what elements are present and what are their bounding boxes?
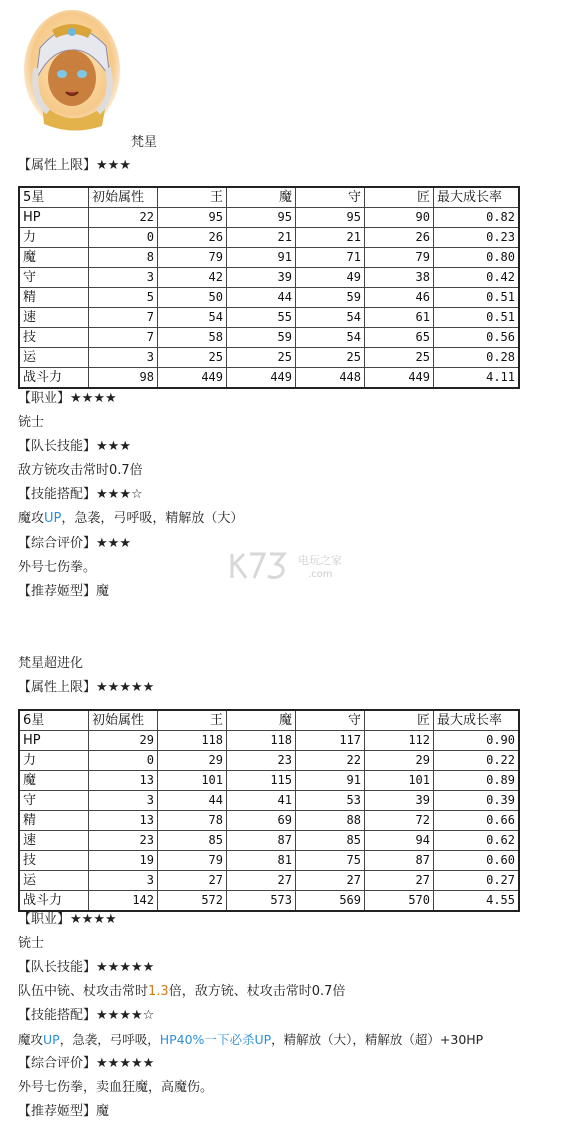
- stat-value-cell: 26: [365, 228, 434, 248]
- stat-value-cell: 27: [365, 871, 434, 891]
- stat-value-cell: 0.22: [434, 751, 520, 771]
- skill2-text-b: UP: [43, 1032, 60, 1047]
- stat-value-cell: 54: [158, 308, 227, 328]
- overall-value: 外号七伤拳。: [18, 560, 97, 575]
- stat-value-cell: 118: [158, 731, 227, 751]
- attr-limit-stars-2: ★★★★★: [96, 680, 155, 695]
- skill-combo-row: [18, 486, 143, 504]
- stat-value-cell: 27: [227, 871, 296, 891]
- job-stars-2: ★★★★: [70, 912, 117, 927]
- stat-value-cell: 449: [365, 368, 434, 389]
- stat-value-cell: 49: [296, 268, 365, 288]
- table-row: [19, 751, 519, 771]
- table-row: [19, 891, 519, 912]
- stat-value-cell: 572: [158, 891, 227, 912]
- stat-value-cell: 4.11: [434, 368, 520, 389]
- stat-value-cell: 3: [89, 268, 158, 288]
- stat-value-cell: 19: [89, 851, 158, 871]
- job-label-2: 【职业】: [18, 912, 71, 927]
- stat-value-cell: 79: [365, 248, 434, 268]
- stat-value-cell: 85: [296, 831, 365, 851]
- skill-text-c: ，急袭，弓呼吸，精解放（大）: [61, 511, 244, 526]
- stat-name-cell: 精: [19, 811, 89, 831]
- overall-row: [18, 535, 131, 553]
- stat-value-cell: 39: [227, 268, 296, 288]
- skill2-text-c: ，急袭，弓呼吸，: [59, 1032, 160, 1047]
- job-row: [18, 390, 117, 408]
- recommend-label: 【推荐姬型】: [18, 584, 97, 599]
- stat-name-cell: 战斗力: [19, 891, 89, 912]
- skill-text-b: UP: [44, 511, 62, 526]
- table-header-cell: 初始属性: [89, 187, 158, 208]
- table-row: [19, 791, 519, 811]
- table-row: [19, 328, 519, 348]
- stat-value-cell: 0.51: [434, 288, 520, 308]
- leader-skill-label: 【队长技能】: [18, 439, 97, 454]
- attr-limit-row: [18, 157, 131, 175]
- stat-name-cell: 战斗力: [19, 368, 89, 389]
- stat-value-cell: 0.80: [434, 248, 520, 268]
- stat-name-cell: 技: [19, 328, 89, 348]
- table-row: [19, 268, 519, 288]
- table-header-row: [19, 710, 519, 731]
- table-header-cell: 初始属性: [89, 710, 158, 731]
- skill-combo-stars: ★★★☆: [96, 487, 143, 502]
- stat-value-cell: 91: [227, 248, 296, 268]
- stat-value-cell: 7: [89, 328, 158, 348]
- stat-value-cell: 0.39: [434, 791, 520, 811]
- attr-limit-label-2: 【属性上限】: [18, 680, 97, 695]
- stat-name-cell: 魔: [19, 771, 89, 791]
- stat-value-cell: 79: [158, 851, 227, 871]
- stat-value-cell: 61: [365, 308, 434, 328]
- stat-value-cell: 26: [158, 228, 227, 248]
- stat-value-cell: 95: [158, 208, 227, 228]
- leader-skill-row: [18, 438, 131, 456]
- skill-combo-value-2: [18, 1031, 483, 1049]
- stat-value-cell: 87: [365, 851, 434, 871]
- skill-text-a: 魔攻: [18, 511, 45, 526]
- stat-value-cell: 3: [89, 871, 158, 891]
- stat-value-cell: 29: [158, 751, 227, 771]
- stat-value-cell: 3: [89, 348, 158, 368]
- stat-value-cell: 101: [158, 771, 227, 791]
- table-row: [19, 831, 519, 851]
- character-name: 梵星: [131, 135, 158, 150]
- stat-value-cell: 27: [296, 871, 365, 891]
- watermark-site-cn: 电玩之家: [298, 554, 342, 567]
- leader-skill-stars-2: ★★★★★: [96, 960, 155, 975]
- stat-value-cell: 21: [296, 228, 365, 248]
- overall-stars: ★★★: [96, 536, 131, 551]
- stat-name-cell: HP: [19, 208, 89, 228]
- stat-value-cell: 7: [89, 308, 158, 328]
- stat-value-cell: 573: [227, 891, 296, 912]
- overall-stars-2: ★★★★★: [96, 1056, 155, 1071]
- table-header-cell: 最大成长率: [434, 187, 520, 208]
- job-value-2: 铳士: [18, 936, 45, 951]
- job-label: 【职业】: [18, 391, 71, 406]
- stat-value-cell: 59: [296, 288, 365, 308]
- stat-name-cell: 守: [19, 268, 89, 288]
- leader-skill-value-2: [18, 983, 345, 1001]
- skill-combo-value: [18, 510, 243, 528]
- table-row: [19, 228, 519, 248]
- stat-value-cell: 59: [227, 328, 296, 348]
- stat-value-cell: 23: [227, 751, 296, 771]
- stat-value-cell: 0.27: [434, 871, 520, 891]
- stat-value-cell: 79: [158, 248, 227, 268]
- stat-name-cell: 力: [19, 228, 89, 248]
- stat-value-cell: 90: [365, 208, 434, 228]
- stat-value-cell: 118: [227, 731, 296, 751]
- stat-value-cell: 69: [227, 811, 296, 831]
- overall-label: 【综合评价】: [18, 536, 97, 551]
- stat-value-cell: 449: [158, 368, 227, 389]
- stat-value-cell: 50: [158, 288, 227, 308]
- leader-text-c: 倍，敌方铳、杖攻击常时0.7倍: [168, 984, 346, 999]
- stat-value-cell: 44: [158, 791, 227, 811]
- stat-value-cell: 95: [227, 208, 296, 228]
- stat-name-cell: 精: [19, 288, 89, 308]
- stat-value-cell: 569: [296, 891, 365, 912]
- stat-value-cell: 29: [365, 751, 434, 771]
- table-row: [19, 348, 519, 368]
- stat-name-cell: HP: [19, 731, 89, 751]
- stat-value-cell: 42: [158, 268, 227, 288]
- recommend-row: [18, 583, 109, 601]
- leader-text-b: 1.3: [148, 984, 169, 999]
- overall-label-2: 【综合评价】: [18, 1056, 97, 1071]
- table-header-cell: 匠: [365, 710, 434, 731]
- stat-value-cell: 25: [296, 348, 365, 368]
- leader-text-a: 队伍中铳、杖攻击常时: [18, 984, 149, 999]
- table-header-cell: 王: [158, 187, 227, 208]
- recommend-label-2: 【推荐姬型】: [18, 1104, 97, 1119]
- skill-combo-label-2: 【技能搭配】: [18, 1008, 97, 1023]
- table-row: [19, 288, 519, 308]
- stat-value-cell: 46: [365, 288, 434, 308]
- stats-table-5star: [18, 186, 520, 389]
- table-header-cell: 王: [158, 710, 227, 731]
- skill-combo-stars-2: ★★★★☆: [96, 1008, 155, 1023]
- stat-value-cell: 94: [365, 831, 434, 851]
- overall-row-2: [18, 1055, 154, 1073]
- stat-value-cell: 81: [227, 851, 296, 871]
- site-watermark-logo: [228, 548, 378, 582]
- stat-value-cell: 27: [158, 871, 227, 891]
- stat-value-cell: 0.60: [434, 851, 520, 871]
- stat-value-cell: 78: [158, 811, 227, 831]
- stat-value-cell: 65: [365, 328, 434, 348]
- table-row: [19, 368, 519, 389]
- table-header-cell: 5星: [19, 187, 89, 208]
- recommend-value: 魔: [96, 584, 110, 599]
- stat-value-cell: 53: [296, 791, 365, 811]
- stat-value-cell: 570: [365, 891, 434, 912]
- stat-value-cell: 44: [227, 288, 296, 308]
- stat-value-cell: 8: [89, 248, 158, 268]
- stat-value-cell: 112: [365, 731, 434, 751]
- stat-value-cell: 85: [158, 831, 227, 851]
- table-row: [19, 248, 519, 268]
- stat-value-cell: 25: [227, 348, 296, 368]
- stat-name-cell: 魔: [19, 248, 89, 268]
- stat-value-cell: 3: [89, 791, 158, 811]
- stat-value-cell: 72: [365, 811, 434, 831]
- stat-value-cell: 0.62: [434, 831, 520, 851]
- recommend-row-2: [18, 1103, 109, 1121]
- stat-value-cell: 0.66: [434, 811, 520, 831]
- skill2-text-d: HP40%一下必杀UP: [159, 1032, 272, 1047]
- stat-value-cell: 71: [296, 248, 365, 268]
- stat-value-cell: 22: [89, 208, 158, 228]
- job-row-2: [18, 911, 117, 929]
- table-row: [19, 851, 519, 871]
- stat-value-cell: 98: [89, 368, 158, 389]
- stat-name-cell: 速: [19, 831, 89, 851]
- table-row: [19, 731, 519, 751]
- table-header-cell: 6星: [19, 710, 89, 731]
- stat-value-cell: 87: [227, 831, 296, 851]
- stat-value-cell: 0: [89, 228, 158, 248]
- attr-limit-stars: ★★★: [96, 158, 131, 173]
- stat-name-cell: 速: [19, 308, 89, 328]
- stat-name-cell: 运: [19, 348, 89, 368]
- stat-name-cell: 技: [19, 851, 89, 871]
- stat-value-cell: 0.82: [434, 208, 520, 228]
- leader-skill-row-2: [18, 959, 154, 977]
- stat-value-cell: 0.28: [434, 348, 520, 368]
- stat-value-cell: 5: [89, 288, 158, 308]
- stat-value-cell: 91: [296, 771, 365, 791]
- stat-value-cell: 39: [365, 791, 434, 811]
- stat-value-cell: 0.90: [434, 731, 520, 751]
- stat-value-cell: 55: [227, 308, 296, 328]
- overall-value-2: 外号七伤拳，卖血狂魔，高魔伤。: [18, 1080, 214, 1095]
- table-row: [19, 208, 519, 228]
- skill2-text-e: ，精解放（大），精解放（超）+30HP: [271, 1032, 484, 1047]
- stat-value-cell: 0: [89, 751, 158, 771]
- table-row: [19, 871, 519, 891]
- section2-title: 梵星超进化: [18, 656, 84, 671]
- leader-skill-value: 敌方铳攻击常时0.7倍: [18, 463, 143, 478]
- stat-value-cell: 117: [296, 731, 365, 751]
- stat-value-cell: 54: [296, 308, 365, 328]
- stat-value-cell: 25: [158, 348, 227, 368]
- table-header-cell: 魔: [227, 187, 296, 208]
- stat-value-cell: 21: [227, 228, 296, 248]
- character-portrait: [22, 8, 122, 132]
- stat-name-cell: 力: [19, 751, 89, 771]
- skill2-text-a: 魔攻: [18, 1032, 44, 1047]
- table-header-cell: 守: [296, 710, 365, 731]
- stat-name-cell: 守: [19, 791, 89, 811]
- recommend-value-2: 魔: [96, 1104, 110, 1119]
- stat-value-cell: 0.56: [434, 328, 520, 348]
- stat-name-cell: 运: [19, 871, 89, 891]
- stat-value-cell: 115: [227, 771, 296, 791]
- table-header-row: [19, 187, 519, 208]
- table-header-cell: 匠: [365, 187, 434, 208]
- table-row: [19, 308, 519, 328]
- stat-value-cell: 449: [227, 368, 296, 389]
- stat-value-cell: 0.42: [434, 268, 520, 288]
- stat-value-cell: 29: [89, 731, 158, 751]
- stat-value-cell: 58: [158, 328, 227, 348]
- stat-value-cell: 0.51: [434, 308, 520, 328]
- stat-value-cell: 95: [296, 208, 365, 228]
- stat-value-cell: 13: [89, 771, 158, 791]
- stat-value-cell: 88: [296, 811, 365, 831]
- table-header-cell: 最大成长率: [434, 710, 520, 731]
- job-stars: ★★★★: [70, 391, 117, 406]
- stat-value-cell: 23: [89, 831, 158, 851]
- table-header-cell: 守: [296, 187, 365, 208]
- stat-value-cell: 0.23: [434, 228, 520, 248]
- stat-value-cell: 4.55: [434, 891, 520, 912]
- table-row: [19, 771, 519, 791]
- attr-limit-row-2: [18, 679, 154, 697]
- job-value: 铳士: [18, 415, 45, 430]
- stats-table-6star: [18, 709, 520, 912]
- leader-skill-label-2: 【队长技能】: [18, 960, 97, 975]
- stat-value-cell: 41: [227, 791, 296, 811]
- attr-limit-label: 【属性上限】: [18, 158, 97, 173]
- stat-value-cell: 25: [365, 348, 434, 368]
- stat-value-cell: 54: [296, 328, 365, 348]
- stat-value-cell: 142: [89, 891, 158, 912]
- skill-combo-label: 【技能搭配】: [18, 487, 97, 502]
- stat-value-cell: 0.89: [434, 771, 520, 791]
- stat-value-cell: 13: [89, 811, 158, 831]
- skill-combo-row-2: [18, 1007, 154, 1025]
- stat-value-cell: 448: [296, 368, 365, 389]
- watermark-site-url: .com: [308, 569, 333, 580]
- table-header-cell: 魔: [227, 710, 296, 731]
- leader-skill-stars: ★★★: [96, 439, 131, 454]
- stat-value-cell: 75: [296, 851, 365, 871]
- table-row: [19, 811, 519, 831]
- stat-value-cell: 22: [296, 751, 365, 771]
- stat-value-cell: 101: [365, 771, 434, 791]
- stat-value-cell: 38: [365, 268, 434, 288]
